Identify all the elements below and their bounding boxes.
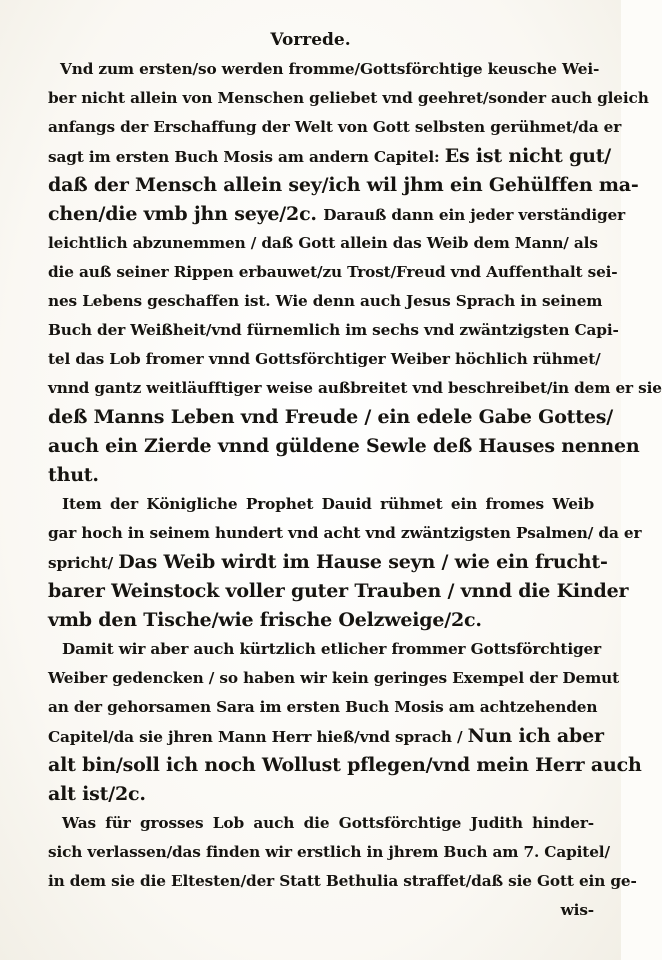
- text-line-8: die auß seiner Rippen erbauwet/zu Trost/Freud vnd Auffenthalt sei-: [48, 263, 618, 281]
- text-line-22: Damit wir aber auch kürtzlich etlicher frommer Gottsförchtiger: [62, 640, 602, 658]
- text-line-7: leichtlich abzunemmen / daß Gott allein das Weib dem Mann/ als: [48, 234, 598, 252]
- text-line-24: an der gehorsamen Sara im ersten Buch Mosis am achtzehenden: [48, 698, 598, 716]
- text-line-23: Weiber gedencken / so haben wir kein geringes Exempel der Demut: [48, 669, 620, 687]
- text-line-26: alt bin/soll ich noch Wollust pflegen/vnd mein Herr auch: [48, 754, 642, 776]
- text-line-20: barer Weinstock voller guter Trauben / vnnd die Kinder: [48, 580, 629, 602]
- text-line-1: Vnd zum ersten/so werden fromme/Gottsförchtige keusche Wei-: [60, 60, 600, 78]
- text-line-30: in dem sie die Eltesten/der Statt Bethulia straffet/daß sie Gott ein ge-: [48, 872, 637, 890]
- text-line-11: tel das Lob fromer vnnd Gottsförchtiger Weiber höchlich rühmet/: [48, 350, 601, 368]
- text-line-17: Item der Königliche Prophet Dauid rühmet ein fromes Weib: [62, 495, 594, 513]
- text-line-18: gar hoch in seinem hundert vnd acht vnd zwäntzigsten Psalmen/ da er: [48, 524, 642, 542]
- text-line-4: sagt im ersten Buch Mosis am andern Capitel: Es ist nicht gut/: [48, 145, 612, 167]
- text-line-2: ber nicht allein von Menschen geliebet vnd geehret/sonder auch gleich: [48, 89, 649, 107]
- text-line-14: deß Manns Leben vnd Freude / ein edele Gabe Gottes/: [48, 406, 613, 428]
- text-line-31: wis-: [560, 901, 594, 919]
- text-line-3: anfangs der Erschaffung der Welt von Gott selbsten gerühmet/da er: [48, 118, 622, 136]
- text-line-29: sich verlassen/das finden wir erstlich in jhrem Buch am 7. Capitel/: [48, 843, 610, 861]
- text-line-21: vmb den Tische/wie frische Oelzweige/2c.: [48, 609, 482, 631]
- text-line-5: daß der Mensch allein sey/ich wil jhm ein Gehülffen ma-: [48, 174, 639, 196]
- text-line-6: chen/die vmb jhn seye/2c. Darauß dann ein jeder verständiger: [48, 203, 626, 225]
- text-line-27: alt ist/2c.: [48, 783, 146, 805]
- text-line-19: spricht/ Das Weib wirdt im Hause seyn / wie ein frucht-: [48, 551, 608, 573]
- text-line-9: nes Lebens geschaffen ist. Wie denn auch Jesus Sprach in seinem: [48, 292, 603, 310]
- running-header: Vorrede.: [270, 30, 351, 50]
- text-line-12: vnnd gantz weitläufftiger weise außbreitet vnd beschreibet/in dem er sie: [48, 379, 662, 397]
- text-line-15: auch ein Zierde vnnd güldene Sewle deß Hauses nennen: [48, 435, 640, 457]
- text-line-28: Was für grosses Lob auch die Gottsförchtige Judith hinder-: [62, 814, 594, 832]
- text-line-16: thut.: [48, 464, 99, 486]
- text-line-25: Capitel/da sie jhren Mann Herr hieß/vnd sprach / Nun ich aber: [48, 725, 604, 747]
- body-text: [48, 55, 662, 925]
- text-line-10: Buch der Weißheit/vnd fürnemlich im sechs vnd zwäntzigsten Capi-: [48, 321, 619, 339]
